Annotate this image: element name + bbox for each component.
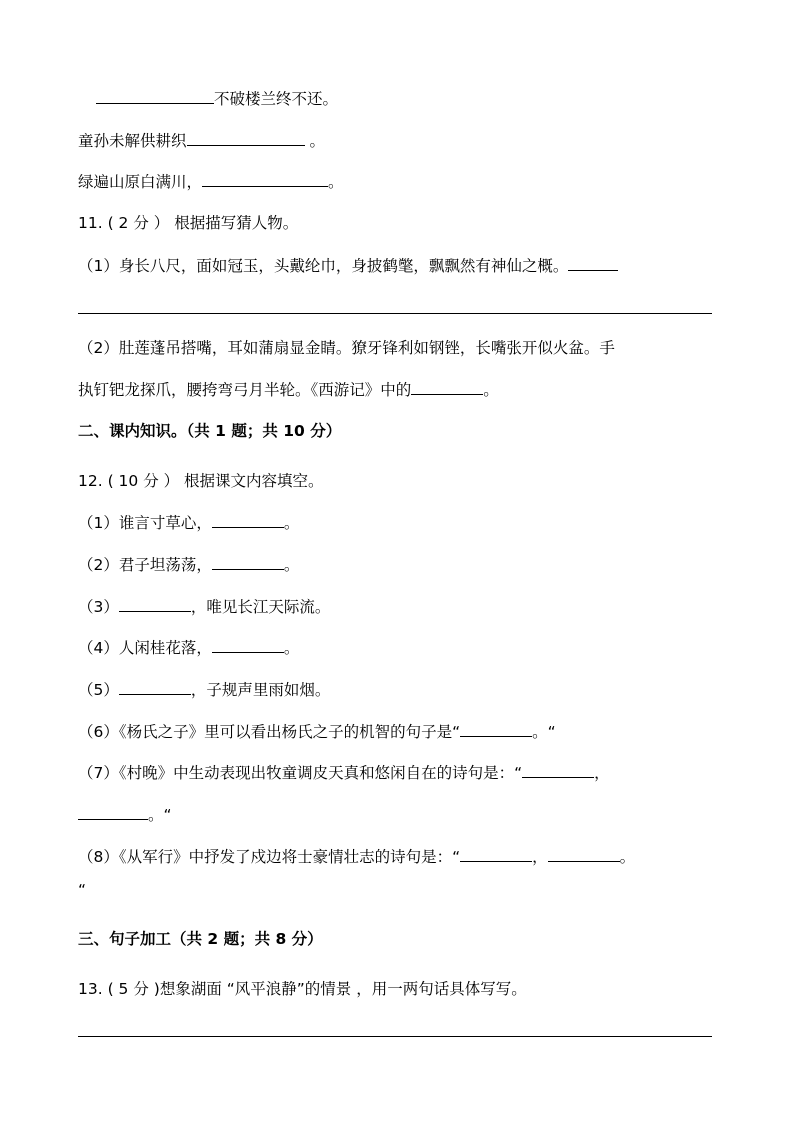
question-12-item-5: （5） ，子规声里雨如烟。 — [78, 681, 331, 699]
question-12-item-8-cont: “ — [78, 881, 87, 899]
answer-blank[interactable] — [212, 512, 284, 528]
answer-blank[interactable] — [460, 846, 532, 862]
question-11: 11. ( 2 分 ） 根据描写猜人物。 — [78, 214, 299, 232]
answer-blank[interactable] — [187, 130, 305, 146]
question-11-part-2-cont: 执钉钯龙探爪，腰挎弯弓月半轮。《西游记》中的 。 — [78, 381, 499, 399]
question-12: 12. ( 10 分 ） 根据课文内容填空。 — [78, 472, 324, 490]
answer-blank[interactable] — [411, 379, 483, 395]
question-11-part-2: （2）肚莲蓬吊搭嘴，耳如蒲扇显金睛。獠牙锋利如钢锉，长嘴张开似火盆。手 — [78, 339, 615, 357]
answer-line[interactable] — [78, 1036, 712, 1037]
question-12-item-8: （8）《从军行》中抒发了戍边将士豪情壮志的诗句是：“ ， 。 — [78, 848, 636, 866]
question-12-item-3: （3） ，唯见长江天际流。 — [78, 598, 331, 616]
answer-blank[interactable] — [460, 721, 532, 737]
section-3-heading: 三、句子加工（共 2 题；共 8 分） — [78, 930, 323, 948]
question-12-item-1: （1）谁言寸草心， 。 — [78, 514, 300, 532]
question-12-item-7-cont: 。“ — [78, 804, 172, 825]
answer-blank[interactable] — [202, 171, 328, 187]
question-12-item-4: （4）人闲桂花落， 。 — [78, 639, 300, 657]
answer-blank[interactable] — [548, 846, 620, 862]
answer-line[interactable] — [78, 313, 712, 314]
answer-blank[interactable] — [568, 255, 618, 271]
poem-line-2: 童孙未解供耕织 。 — [78, 132, 325, 150]
poem-line-1: 不破楼兰终不还。 — [96, 88, 338, 109]
section-2-heading: 二、课内知识。（共 1 题；共 10 分） — [78, 422, 342, 440]
question-13: 13. ( 5 分 )想象湖面 “风平浪静”的情景 ，用一两句话具体写写。 — [78, 980, 527, 998]
poem-line-3: 绿遍山原白满川， 。 — [78, 173, 344, 191]
answer-blank[interactable] — [212, 637, 284, 653]
answer-blank[interactable] — [119, 596, 191, 612]
question-12-item-7: （7）《村晚》中生动表现出牧童调皮天真和悠闲自在的诗句是：“ ， — [78, 764, 610, 782]
question-11-part-1: （1）身长八尺，面如冠玉，头戴纶巾，身披鹤氅，飘飘然有神仙之概。 — [78, 255, 618, 276]
answer-blank[interactable] — [96, 88, 214, 104]
question-12-item-6: （6）《杨氏之子》里可以看出杨氏之子的机智的句子是“ 。“ — [78, 723, 556, 741]
answer-blank[interactable] — [119, 679, 191, 695]
answer-blank[interactable] — [78, 804, 148, 820]
answer-blank[interactable] — [212, 554, 284, 570]
question-12-item-2: （2）君子坦荡荡， 。 — [78, 556, 300, 574]
answer-blank[interactable] — [522, 762, 594, 778]
